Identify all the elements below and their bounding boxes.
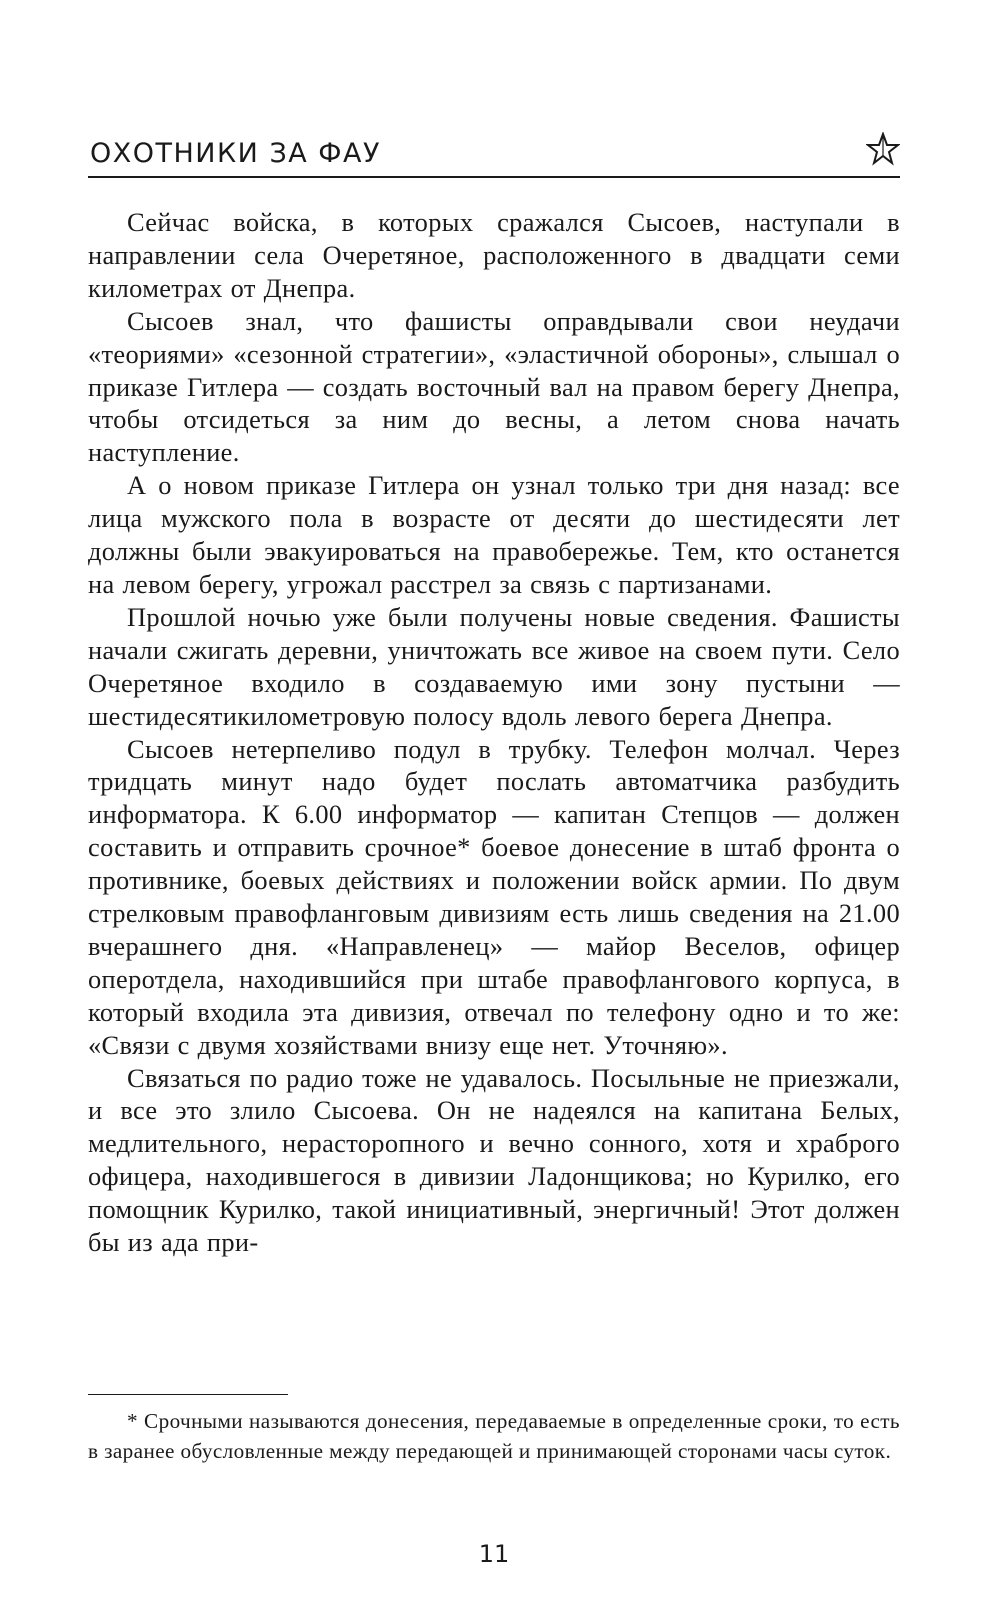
- star-outline-icon: [866, 132, 900, 166]
- paragraph: Сысоев нетерпеливо подул в трубку. Телефон молчал. Через тридцать минут надо будет послать автоматчика разбудить информатора. К 6.00 информатор — капитан Степцов — должен составить и отправить срочное* боевое донесение в штаб фронта о противнике, боевых действиях и положении войск армии. По двум стрелковым правофланговым дивизиям есть лишь сведения на 21.00 вчерашнего дня. «Направленец» — майор Веселов, офицер оперотдела, находившийся при штабе правофлангового корпуса, в который входила эта дивизия, отвечал по телефону одно и то же: «Связи с двумя хозяйствами внизу еще нет. Уточняю».: [88, 733, 900, 1060]
- main-text: [88, 206, 900, 1259]
- footnote-divider: [88, 1394, 288, 1395]
- running-header: [88, 132, 900, 178]
- page-number: 11: [478, 1540, 510, 1568]
- footnote: * Срочными называются донесения, передаваемые в определенные сроки, то есть в заранее обусловленные между передающей и принимающей сторонами часы суток.: [88, 1409, 900, 1463]
- running-title: ОХОТНИКИ ЗА ФАУ: [90, 138, 381, 169]
- paragraph: А о новом приказе Гитлера он узнал только три дня назад: все лица мужского пола в возрасте от десяти до шестидесяти лет должны были эвакуироваться на правобережье. Тем, кто останется на левом берегу, угрожал расстрел за связь с партизанами.: [88, 470, 900, 599]
- paragraph: Сысоев знал, что фашисты оправдывали свои неудачи «теориями» «сезонной стратегии», «эластичной обороны», слышал о приказе Гитлера — создать восточный вал на правом берегу Днепра, чтобы отсидеться за ним до весны, а летом снова начать наступление.: [88, 305, 900, 468]
- paragraph: Прошлой ночью уже были получены новые сведения. Фашисты начали сжигать деревни, уничтожать все живое на своем пути. Село Очеретяное входило в создаваемую ими зону пустыни — шестидесятикилометровую полосу вдоль левого берега Днепра.: [88, 601, 900, 731]
- paragraph: Сейчас войска, в которых сражался Сысоев, наступали в направлении села Очеретяное, расположенного в двадцати семи километрах от Днепра.: [88, 207, 900, 303]
- book-page: [88, 0, 900, 1620]
- paragraph: Связаться по радио тоже не удавалось. Посыльные не приезжали, и все это злило Сысоева. Он не надеялся на капитана Белых, медлительного, нерасторопного и вечно сонного, хотя и храброго офицера, находившегося в дивизии Ладонщикова; но Курилко, его помощник Курилко, такой инициативный, энергичный! Этот должен бы из ада при-: [88, 1062, 900, 1258]
